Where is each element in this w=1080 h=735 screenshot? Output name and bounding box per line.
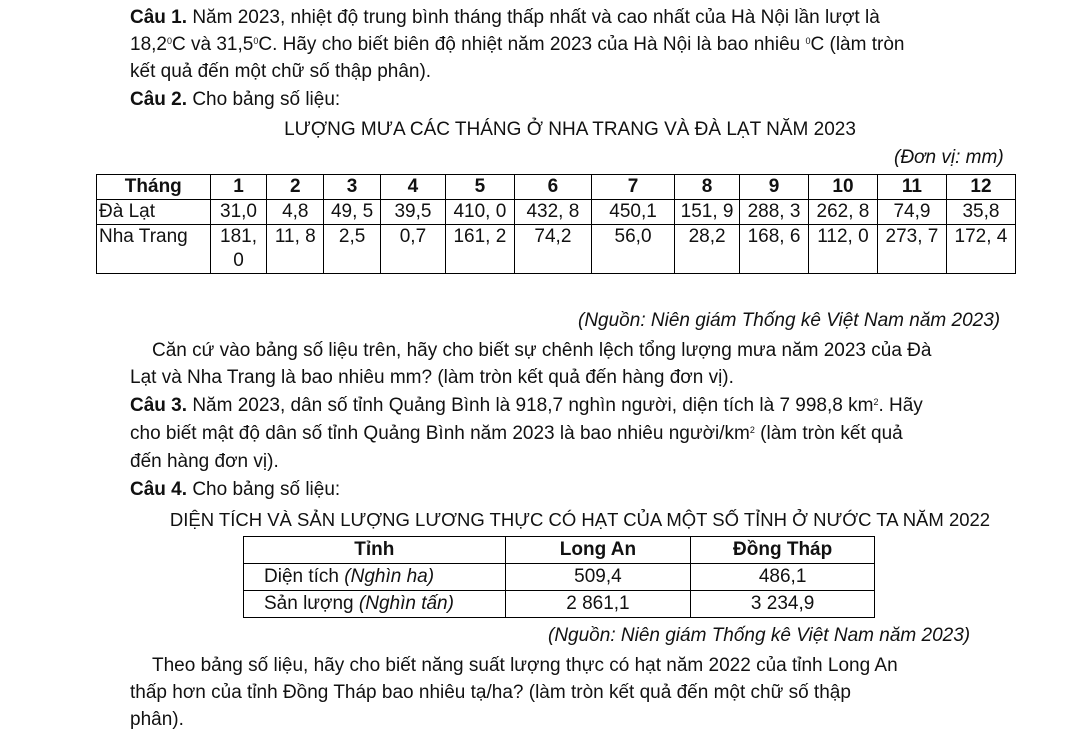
food-header-cell: Đồng Tháp: [691, 537, 875, 564]
rainfall-value-cell: 172, 4: [946, 225, 1015, 274]
rainfall-table: [96, 174, 1016, 274]
rainfall-value-cell: 2,5: [324, 225, 381, 274]
rainfall-header-cell: 1: [210, 175, 267, 200]
q2-question-line2: Lạt và Nha Trang là bao nhiêu mm? (làm tròn kết quả đến hàng đơn vị).: [130, 367, 734, 388]
rainfall-header-cell: Tháng: [97, 175, 211, 200]
food-value-cell: 509,4: [505, 564, 691, 591]
q3-label: Câu 3.: [130, 395, 188, 416]
q1-line2: [130, 32, 904, 58]
rainfall-location-cell: Nha Trang: [97, 225, 211, 274]
food-indicator-cell: [244, 564, 506, 591]
square-superscript: 2: [873, 397, 879, 407]
rainfall-value-cell: 0,7: [380, 225, 445, 274]
q3-line1: [130, 393, 923, 419]
food-value-cell: 3 234,9: [691, 591, 875, 618]
rainfall-location-cell: Đà Lạt: [97, 200, 211, 225]
q4-question-line2: thấp hơn của tỉnh Đồng Tháp bao nhiêu tạ/ha? (làm tròn kết quả đến một chữ số thập: [130, 682, 851, 703]
rainfall-value-cell: 151, 9: [675, 200, 740, 225]
q2-intro-line: [130, 87, 340, 113]
rainfall-header-cell: 12: [946, 175, 1015, 200]
food-indicator-name: Sản lượng: [264, 593, 359, 614]
rainfall-value-cell: 450,1: [591, 200, 674, 225]
rainfall-value-cell: 28,2: [675, 225, 740, 274]
rainfall-value-cell: 410, 0: [445, 200, 514, 225]
rainfall-value-cell: 168, 6: [740, 225, 809, 274]
rainfall-header-cell: 3: [324, 175, 381, 200]
rainfall-value-cell: 39,5: [380, 200, 445, 225]
food-indicator-cell: [244, 591, 506, 618]
food-row: [244, 591, 875, 618]
q1-label: Câu 1.: [130, 7, 188, 28]
rainfall-header-cell: 6: [514, 175, 591, 200]
rainfall-value-cell: 262, 8: [808, 200, 877, 225]
food-row: [244, 564, 875, 591]
food-indicator-name: Diện tích: [264, 566, 345, 587]
rainfall-header-row: [97, 175, 1016, 200]
rainfall-value-cell: 273, 7: [877, 225, 946, 274]
rainfall-value-cell: 31,0: [210, 200, 267, 225]
q1-text-2: C. Hãy cho biết biên độ nhiệt năm 2023 của Hà Nội là bao nhiêu: [258, 34, 806, 55]
q4-label: Câu 4.: [130, 479, 188, 500]
degree-symbol: 0: [805, 36, 811, 46]
rainfall-value-cell: 181, 0: [210, 225, 267, 274]
q2-table-title: LƯỢNG MƯA CÁC THÁNG Ở NHA TRANG VÀ ĐÀ LẠT NĂM 2023: [284, 119, 856, 140]
food-indicator-unit: (Nghìn tấn): [358, 593, 454, 614]
rainfall-header-cell: 8: [675, 175, 740, 200]
rainfall-header-cell: 10: [808, 175, 877, 200]
q1-text: Năm 2023, nhiệt độ trung bình tháng thấp nhất và cao nhất của Hà Nội lần lượt là: [192, 7, 880, 28]
degree-symbol: 0: [166, 36, 172, 46]
q3-text-3: cho biết mật độ dân số tỉnh Quảng Bình năm 2023 là bao nhiêu người/km: [130, 423, 750, 444]
rainfall-value-cell: 35,8: [946, 200, 1015, 225]
q3-text-4: (làm tròn kết quả: [754, 423, 903, 444]
rainfall-header-cell: 4: [380, 175, 445, 200]
rainfall-header-cell: 9: [740, 175, 809, 200]
rainfall-row: [97, 200, 1016, 225]
q2-question-line1: Căn cứ vào bảng số liệu trên, hãy cho biết sự chênh lệch tổng lượng mưa năm 2023 của Đà: [152, 340, 932, 361]
q4-intro: Cho bảng số liệu:: [192, 479, 341, 500]
rainfall-value-cell: 4,8: [267, 200, 324, 225]
q4-intro-line: [130, 477, 340, 503]
q4-source: (Nguồn: Niên giám Thống kê Việt Nam năm 2023): [548, 625, 971, 646]
rainfall-header-cell: 11: [877, 175, 946, 200]
q3-text-2: . Hãy: [878, 395, 923, 416]
q2-label: Câu 2.: [130, 89, 188, 110]
food-header-cell: Long An: [505, 537, 691, 564]
rainfall-header-cell: 2: [267, 175, 324, 200]
rainfall-value-cell: 74,9: [877, 200, 946, 225]
food-indicator-unit: (Nghìn ha): [344, 566, 435, 587]
q4-question-line1: Theo bảng số liệu, hãy cho biết năng suất lượng thực có hạt năm 2022 của tỉnh Long An: [152, 655, 898, 676]
q1-text-3: C (làm tròn: [810, 34, 905, 55]
rainfall-value-cell: 112, 0: [808, 225, 877, 274]
rainfall-value-cell: 288, 3: [740, 200, 809, 225]
q3-line2: [130, 421, 903, 447]
rainfall-value-cell: 49, 5: [324, 200, 381, 225]
rainfall-value-cell: 74,2: [514, 225, 591, 274]
degree-symbol: 0: [253, 36, 259, 46]
food-header-cell: Tỉnh: [244, 537, 506, 564]
q4-table-title: DIỆN TÍCH VÀ SẢN LƯỢNG LƯƠNG THỰC CÓ HẠT CỦA MỘT SỐ TỈNH Ở NƯỚC TA NĂM 2022: [169, 509, 991, 530]
q1-line3: kết quả đến một chữ số thập phân).: [130, 61, 432, 82]
rainfall-value-cell: 161, 2: [445, 225, 514, 274]
q2-unit: (Đơn vị: mm): [894, 147, 1004, 168]
rainfall-header-cell: 5: [445, 175, 514, 200]
food-header-row: [244, 537, 875, 564]
q4-question-line3: phân).: [130, 709, 184, 730]
food-value-cell: 2 861,1: [505, 591, 691, 618]
rainfall-value-cell: 11, 8: [267, 225, 324, 274]
rainfall-row: [97, 225, 1016, 274]
q1-line1: [130, 5, 880, 31]
rainfall-value-cell: 56,0: [591, 225, 674, 274]
food-value-cell: 486,1: [691, 564, 875, 591]
q3-text: Năm 2023, dân số tỉnh Quảng Bình là 918,7 nghìn người, diện tích là 7 998,8 km: [192, 395, 874, 416]
rainfall-value-cell: 432, 8: [514, 200, 591, 225]
square-superscript: 2: [749, 425, 755, 435]
rainfall-header-cell: 7: [591, 175, 674, 200]
q1-temp-max: C và 31,5: [172, 34, 254, 55]
q1-temp-min: 18,2: [130, 34, 167, 55]
q2-intro: Cho bảng số liệu:: [192, 89, 341, 110]
q3-line3: đến hàng đơn vị).: [130, 451, 279, 472]
q2-source: (Nguồn: Niên giám Thống kê Việt Nam năm 2023): [578, 310, 1001, 331]
food-production-table: [243, 536, 875, 618]
